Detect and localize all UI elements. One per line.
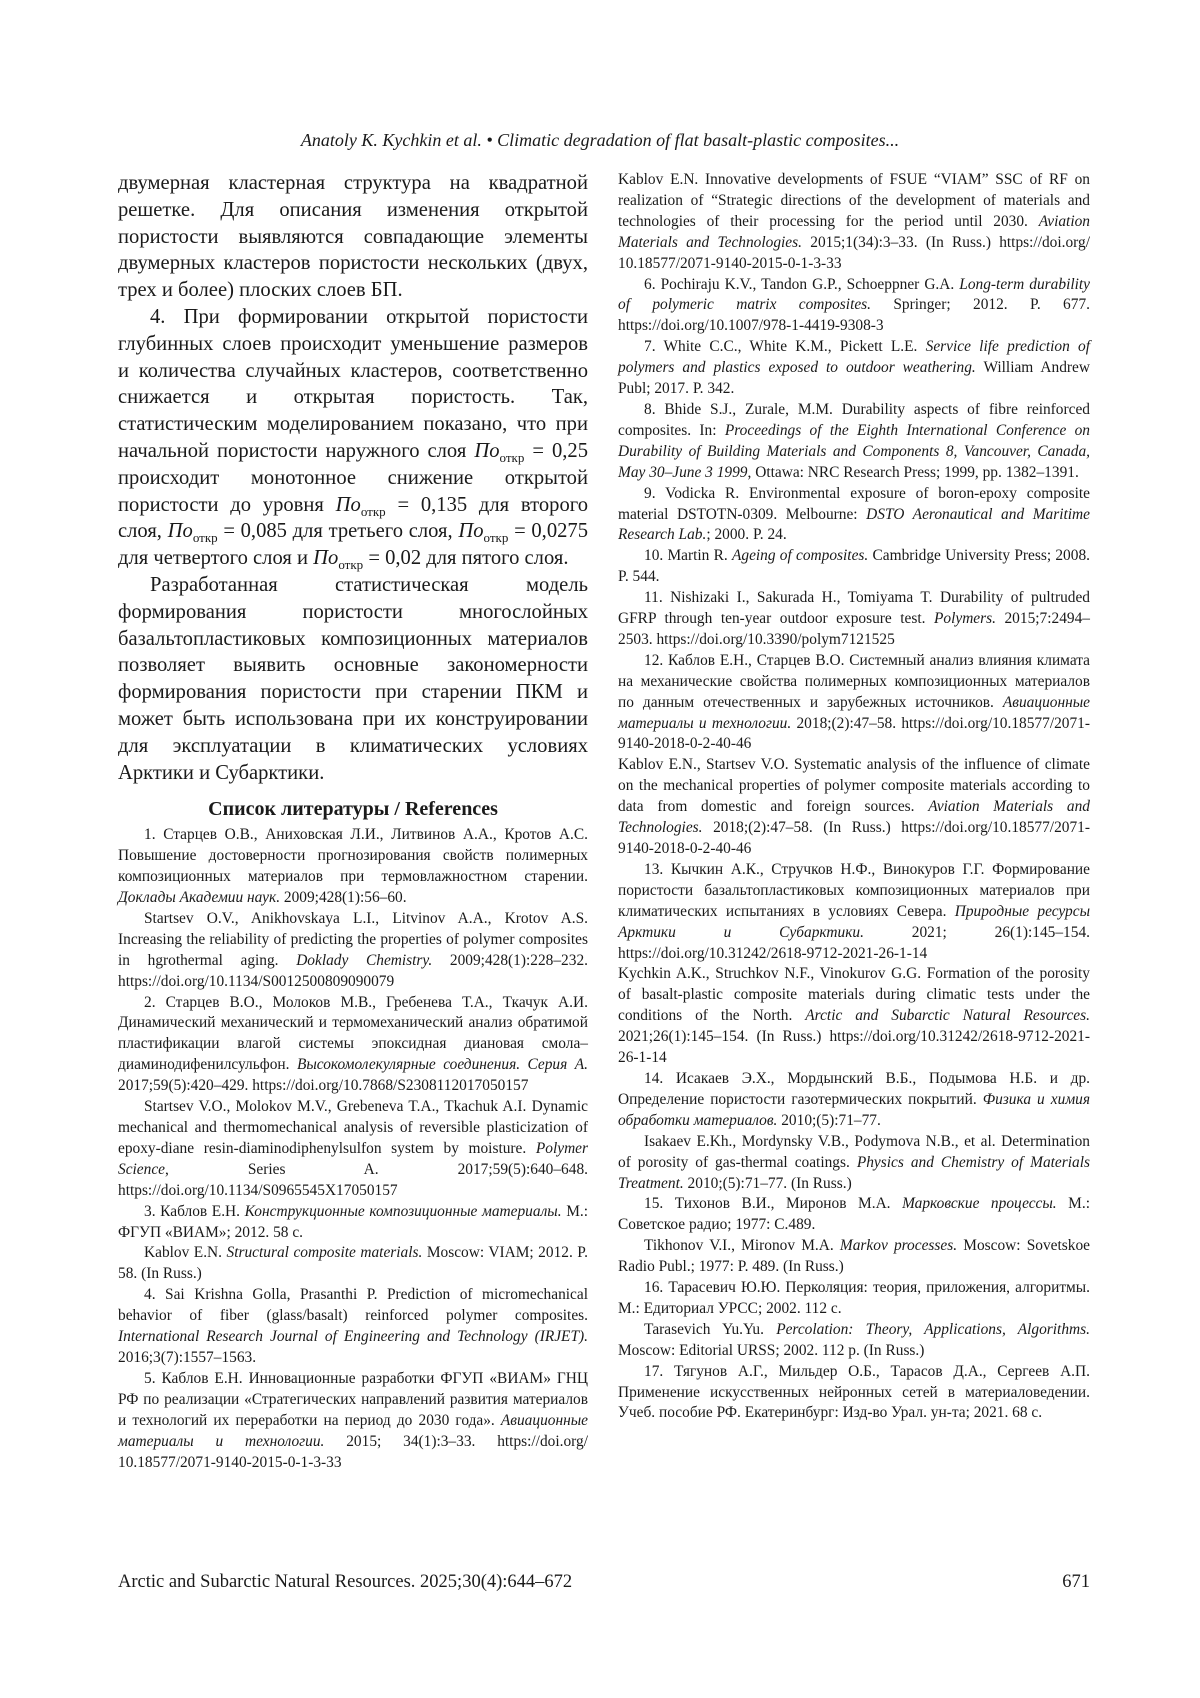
reference-post: ; 2000. P. 24.	[706, 526, 787, 544]
reference-entry	[118, 1243, 588, 1285]
reference-post: , Ottawa: NRC Research Press; 1999, pp. 1382–1391.	[747, 463, 1079, 481]
footer-page-number: 671	[1062, 1572, 1090, 1592]
reference-entry	[618, 1236, 1090, 1278]
reference-entry	[618, 170, 1090, 275]
paragraph-2-part-d: = 0,085 для третьего слоя,	[217, 520, 459, 543]
reference-pre: 14. Исакаев Э.Х., Мордынский В.Б., Подымова Н.Б. и др. Определение пористости газотермических покрытий.	[618, 1069, 1090, 1108]
reference-post: Springer; 2012. P. 677. https://doi.org/10.1007/978-1-4419-9308-3	[618, 296, 1090, 335]
porosity-symbol-4: По	[458, 520, 484, 543]
reference-entry	[618, 275, 1090, 338]
reference-it: Доклады Академии наук.	[118, 889, 281, 907]
reference-pre: 12. Каблов Е.Н., Старцев В.О. Системный анализ влияния климата на механические свойства полимерных композиционных материалов по данным отечественных и зарубежных источников.	[618, 651, 1090, 711]
reference-pre: 17. Тягунов А.Г., Мильдер О.Б., Тарасов Д.А., Сергеев А.П. Применение искусственных нейронных сетей в материаловедении. Учеб. пособие РФ. Екатеринбург: Изд-во Урал. ун-та; 2021. 68 с.	[618, 1362, 1090, 1422]
references-left-list	[118, 825, 588, 1473]
reference-pre: 13. Кычкин А.К., Стручков Н.Ф., Винокуров Г.Г. Формирование пористости базальтопластиковых композиционных материалов при климатических испытаниях в условиях Севера.	[618, 860, 1090, 920]
reference-pre: Tarasevich Yu.Yu.	[644, 1320, 777, 1338]
reference-post: 2015; 34(1):3–33. https://doi.org/ 10.18577/2071-9140-2015-0-1-3-33	[118, 1432, 588, 1471]
paragraph-2-part-f: = 0,02 для пятого слоя.	[363, 547, 569, 570]
reference-post: Moscow: Sovetskoe Radio Publ.; 1977: P. 489. (In Russ.)	[618, 1237, 1090, 1276]
reference-it: Aviation Materials and Technologies.	[618, 798, 1090, 837]
reference-entry	[618, 1069, 1090, 1132]
porosity-symbol-2: По	[335, 493, 361, 516]
reference-it: Doklady Chemistry.	[296, 951, 433, 969]
reference-entry	[618, 1194, 1090, 1236]
reference-pre: 1. Старцев О.В., Аниховская Л.И., Литвинов А.А., Кротов А.С. Повышение достоверности прогнозирования свойств полимерных композиционных материалов при термовлажностном старении.	[118, 826, 588, 886]
reference-it: International Research Journal of Engineering and Technology (IRJET).	[118, 1328, 588, 1346]
reference-it: Markov processes.	[839, 1237, 958, 1255]
reference-pre: Startsev V.O., Molokov M.V., Grebeneva T.A., Tkachuk A.I. Dynamic mechanical and thermomechanical analysis of reversible plasticization of epoxy-diane resin-diaminodiphenylsulfon system by moisture.	[118, 1098, 588, 1157]
footer-journal-citation: Arctic and Subarctic Natural Resources. 2025;30(4):644–672	[118, 1572, 573, 1592]
reference-post: Moscow: VIAM; 2012. P. 58. (In Russ.)	[118, 1244, 589, 1283]
reference-pre: 4. Sai Krishna Golla, Prasanthi P. Prediction of micromechanical behavior of fiber (glass/basalt) reinforced polymer composites.	[118, 1286, 588, 1325]
reference-post: Moscow: Editorial URSS; 2002. 112 p. (In Russ.)	[618, 1341, 925, 1359]
reference-post: 2021;26(1):145–154. (In Russ.) https://doi.org/10.31242/2618-9712-2021-26-1-14	[618, 1028, 1090, 1067]
reference-post: Cambridge University Press; 2008. P. 544.	[618, 547, 1090, 586]
reference-entry	[118, 1202, 588, 1244]
reference-pre: Tikhonov V.I., Mironov M.A.	[644, 1237, 840, 1255]
reference-entry	[118, 1369, 588, 1474]
reference-post: М.: ФГУП «ВИАМ»; 2012. 58 с.	[118, 1202, 589, 1241]
reference-pre: Startsev O.V., Anikhovskaya L.I., Litvinov A.A., Krotov A.S. Increasing the reliability of predicting the properties of polymer composites in hgrothermal aging.	[118, 909, 588, 969]
paragraph-2-part-b: = 0,25 происходит монотонное снижение открытой пористости до уровня	[118, 439, 589, 516]
reference-post: 2016;3(7):1557–1563.	[118, 1348, 257, 1366]
reference-it: Percolation: Theory, Applications, Algorithms.	[776, 1320, 1090, 1338]
reference-post: 2018;(2):47–58. https://doi.org/10.18577/2071-9140-2018-0-2-40-46	[618, 714, 1091, 753]
left-column	[118, 170, 588, 1473]
porosity-symbol-3: По	[167, 520, 193, 543]
reference-post: 2009;428(1):228–232. https://doi.org/10.1134/S0012500809090079	[118, 951, 588, 990]
reference-it: Physics and Chemistry of Materials Treatment.	[618, 1153, 1090, 1192]
reference-entry	[118, 825, 588, 909]
reference-pre: 9. Vodicka R. Environmental exposure of boron-epoxy composite material DSTOTN-0309. Melbourne:	[618, 484, 1090, 523]
body-paragraph-1: двумерная кластерная структура на квадратной решетке. Для описания изменения открытой пористости выявляются совпадающие элементы двумерных кластеров пористости нескольких (двух, трех и более) плоских слоев БП.	[118, 172, 588, 302]
reference-it: Proceedings of the Eighth International Conference on Durability of Building Materials and Components 8, Vancouver, Canada, May 30–June 3 1999	[618, 421, 1090, 481]
body-paragraph-3: Разработанная статистическая модель формирования пористости многослойных базальтопластиковых композиционных материалов позволяет выявить основные закономерности формирования пористости при старении ПКМ и может быть использована при их конструировании для эксплуатации в климатических условиях Арктики и Субарктики.	[118, 573, 588, 784]
references-right-list	[618, 170, 1090, 1424]
reference-it: Aviation Materials and Technologies.	[618, 212, 1090, 251]
porosity-subscript-1: откр	[499, 450, 525, 466]
reference-post: 2017;59(5):420–429. https://doi.org/10.7868/S2308112017050157	[118, 1077, 529, 1095]
paragraph-2-part-a: 4. При формировании открытой пористости глубинных слоев происходит уменьшение размеров и количества случайных кластеров, соответственно снижается и открытая пористость. Так, статистическим моделированием показано, что при начальной пористости наружного слоя	[118, 305, 588, 462]
reference-it: Long-term durability of polymeric matrix composites.	[618, 275, 1090, 314]
reference-entry	[618, 964, 1090, 1069]
right-column	[618, 170, 1090, 1424]
reference-post: 2015;1(34):3–33. (In Russ.) https://doi.org/ 10.18577/2071-9140-2015-0-1-3-33	[618, 233, 1090, 272]
porosity-subscript-4: откр	[483, 530, 509, 546]
reference-entry	[618, 484, 1090, 547]
reference-pre: 7. White C.C., White K.M., Pickett L.E.	[644, 338, 926, 356]
reference-pre: 15. Тихонов В.И., Миронов М.А.	[644, 1195, 903, 1213]
porosity-subscript-3: откр	[192, 530, 218, 546]
reference-it: Физика и химия обработки материалов.	[618, 1090, 1090, 1129]
reference-pre: Isakaev E.Kh., Mordynsky V.B., Podymova N.B., et al. Determination of porosity of gas-thermal coatings.	[618, 1132, 1090, 1171]
reference-pre: 6. Pochiraju K.V., Tandon G.P., Schoeppner G.A.	[644, 275, 960, 293]
reference-entry	[618, 546, 1090, 588]
reference-it: Авиационные материалы и технологии.	[118, 1411, 588, 1450]
reference-it: Polymers.	[933, 610, 996, 628]
reference-it: Structural composite materials.	[226, 1244, 423, 1262]
reference-entry	[118, 993, 588, 1098]
reference-it: DSTO Aeronautical and Maritime Research Lab.	[618, 505, 1091, 544]
reference-pre: 5. Каблов Е.Н. Инновационные разработки ФГУП «ВИАМ» ГНЦ РФ по реализации «Стратегических направлений развития материалов и технологий их переработки на период до 2030 года».	[118, 1369, 588, 1429]
reference-entry	[118, 909, 588, 993]
reference-pre: Kablov E.N. Innovative developments of FSUE “VIAM” SSC of RF on realization of “Strategic directions of the development of materials and technologies of their processing for the period until 2030.	[618, 171, 1090, 230]
reference-entry	[618, 1320, 1090, 1362]
reference-pre: Kychkin A.K., Struchkov N.F., Vinokurov G.G. Formation of the porosity of basalt-plastic composite materials during climatic tests under the conditions of the North.	[618, 965, 1090, 1025]
running-head: Anatoly K. Kychkin et al. • Climatic degradation of flat basalt-plastic composites...	[300, 130, 900, 150]
reference-post: 2010;(5):71–77. (In Russ.)	[683, 1174, 852, 1192]
porosity-subscript-5: откр	[338, 557, 364, 573]
reference-post: , Series A. 2017;59(5):640–648. https://doi.org/10.1134/S0965545X17050157	[118, 1160, 588, 1199]
reference-entry	[618, 337, 1090, 400]
reference-entry	[118, 1285, 588, 1369]
reference-pre: 16. Тарасевич Ю.Ю. Перколяция: теория, приложения, алгоритмы. М.: Едиториал УРСС; 2002. 112 с.	[618, 1279, 1090, 1317]
reference-it: Service life prediction of polymers and plastics exposed to outdoor weathering.	[618, 338, 1090, 377]
reference-post: М.: Советское радио; 1977: С.489.	[618, 1195, 1090, 1234]
paragraph-2-part-c: = 0,135 для второго слоя,	[118, 493, 588, 543]
reference-it: Ageing of composites.	[731, 547, 869, 565]
reference-entry	[618, 860, 1090, 965]
reference-post: 2021; 26(1):145–154. https://doi.org/10.31242/2618-9712-2021-26-1-14	[618, 923, 1090, 962]
body-paragraph-2	[118, 304, 588, 572]
reference-entry	[618, 755, 1090, 860]
reference-pre: Kablov E.N.	[144, 1244, 227, 1262]
reference-post: 2018;(2):47–58. (In Russ.) https://doi.org/10.18577/2071-9140-2018-0-2-40-46	[618, 819, 1090, 857]
reference-entry	[618, 400, 1090, 484]
reference-post: William Andrew Publ; 2017. P. 342.	[618, 359, 1090, 398]
reference-post: 2009;428(1):56–60.	[280, 889, 407, 907]
reference-it: Arctic and Subarctic Natural Resources.	[805, 1007, 1090, 1025]
porosity-symbol-5: По	[313, 547, 339, 570]
reference-it: Природные ресурсы Арктики и Субарктики.	[618, 902, 1091, 941]
reference-it: Конструкционные композиционные материалы.	[244, 1202, 562, 1220]
reference-entry	[118, 1097, 588, 1202]
paragraph-2-part-e: = 0,0275 для четвертого слоя и	[118, 520, 589, 570]
reference-pre: 11. Nishizaki I., Sakurada H., Tomiyama T. Durability of pultruded GFRP through ten-year outdoor exposure test.	[618, 589, 1090, 628]
reference-it: Марковские процессы.	[902, 1195, 1057, 1213]
reference-pre: 8. Bhide S.J., Zurale, M.M. Durability aspects of fibre reinforced composites. In:	[618, 400, 1090, 439]
reference-entry	[618, 1278, 1090, 1320]
references-title: Список литературы / References	[208, 798, 498, 821]
porosity-subscript-2: откр	[360, 503, 386, 519]
reference-entry	[618, 588, 1090, 651]
reference-entry	[618, 651, 1090, 756]
reference-it: Высокомолекулярные соединения. Серия А.	[296, 1056, 588, 1074]
reference-entry	[618, 1132, 1090, 1195]
reference-it: Polymer Science	[118, 1139, 588, 1178]
reference-pre: 3. Каблов Е.Н.	[144, 1202, 245, 1220]
reference-post: 2010;(5):71–77.	[777, 1111, 881, 1129]
reference-pre: 10. Martin R.	[644, 547, 732, 565]
reference-pre: Kablov E.N., Startsev V.O. Systematic analysis of the influence of climate on the mechanical properties of polymer composite materials according to data from domestic and foreign sources.	[618, 756, 1090, 816]
porosity-symbol-1: По	[474, 439, 500, 462]
reference-entry	[618, 1362, 1090, 1425]
reference-it: Авиационные материалы и технологии.	[618, 693, 1090, 732]
reference-post: 2015;7:2494–2503. https://doi.org/10.3390/polym7121525	[618, 610, 1090, 648]
reference-pre: 2. Старцев В.О., Молоков М.В., Гребенева Т.А., Ткачук А.И. Динамический механический и термомеханический анализ обратимой пластификации влагой системы эпоксидная диановая смола–диаминодифенилсульфон.	[118, 993, 588, 1074]
